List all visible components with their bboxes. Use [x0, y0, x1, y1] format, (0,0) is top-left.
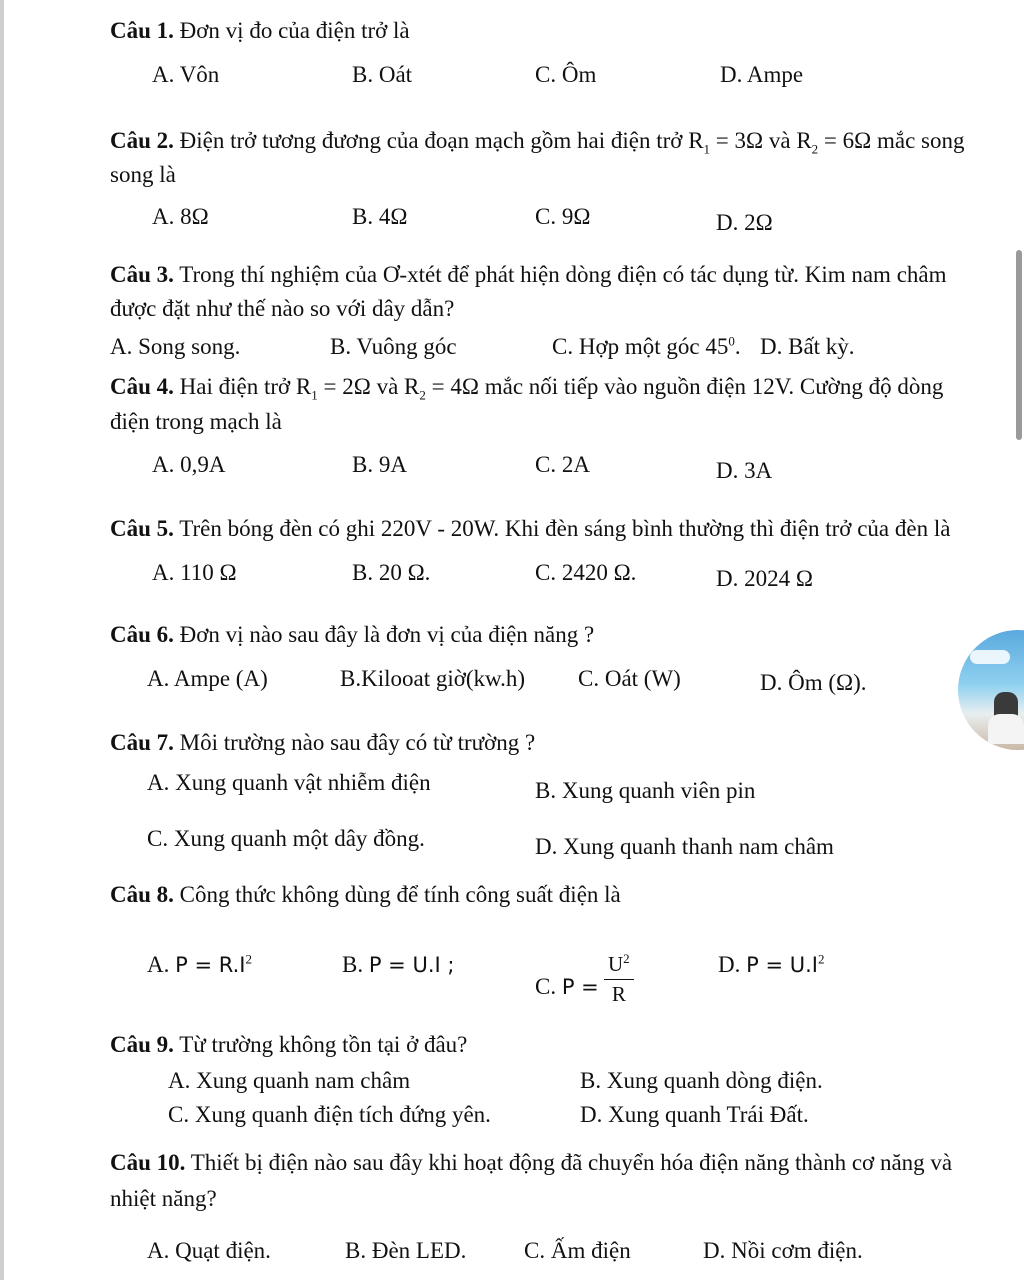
- question-label: Câu 9.: [110, 1032, 174, 1057]
- question-10-line-2: nhiệt năng?: [110, 1186, 217, 1211]
- q9-option-d: D. Xung quanh Trái Đất.: [580, 1102, 809, 1127]
- question-label: Câu 4.: [110, 374, 174, 399]
- q3-option-d: D. Bất kỳ.: [760, 334, 855, 359]
- q10-option-a: A. Quạt điện.: [147, 1238, 271, 1263]
- q9-option-c: C. Xung quanh điện tích đứng yên.: [168, 1102, 491, 1127]
- q6-option-b: B.Kilooat giờ(kw.h): [340, 666, 526, 691]
- q10-option-d: D. Nồi cơm điện.: [703, 1238, 863, 1263]
- q8-option-d: D. $P = U.I^2$: [718, 951, 825, 977]
- q5-option-d: D. 2024 Ω: [716, 566, 813, 591]
- question-label: Câu 6.: [110, 622, 174, 647]
- question-2-line-2: song là: [110, 162, 176, 187]
- question-8: Câu 8. Công thức không dùng để tính công suất điện là: [110, 882, 621, 907]
- q4-option-a: A. 0,9A: [152, 452, 226, 477]
- q6-option-c: C. Oát (W): [578, 666, 681, 691]
- avatar-cloud: [970, 650, 1010, 664]
- question-10: Câu 10. Thiết bị điện nào sau đây khi hoạt động đã chuyển hóa điện năng thành cơ năng và: [110, 1150, 953, 1175]
- q1-option-c: C. Ôm: [535, 62, 597, 87]
- q7-option-d: D. Xung quanh thanh nam châm: [535, 834, 834, 859]
- q1-option-b: B. Oát: [352, 62, 413, 87]
- question-stem: Đơn vị đo của điện trở là: [173, 18, 410, 43]
- question-label: Câu 5.: [110, 516, 174, 541]
- q5-option-c: C. 2420 Ω.: [535, 560, 637, 585]
- q6-option-d: D. Ôm (Ω).: [760, 670, 867, 695]
- question-label: Câu 2.: [110, 128, 174, 153]
- question-4: Câu 4. Hai điện trở $R_1 = 2\Omega$ và $R_2 = 4\Omega$ mắc nối tiếp vào nguồn điện 12V. Cường độ dòng: [110, 374, 944, 403]
- q8-option-c-fraction: [604, 952, 634, 1007]
- q2-option-c: C. 9Ω: [535, 204, 591, 229]
- question-5: Câu 5. Trên bóng đèn có ghi 220V - 20W. Khi đèn sáng bình thường thì điện trở của đèn là: [110, 516, 951, 541]
- q7-option-b: B. Xung quanh viên pin: [535, 778, 756, 803]
- fraction-numerator: $U^2$: [604, 952, 634, 980]
- window-left-edge: [0, 0, 4, 1280]
- q9-option-b: B. Xung quanh dòng điện.: [580, 1068, 823, 1093]
- vertical-scrollbar[interactable]: [1016, 250, 1022, 440]
- q1-option-a: A. Vôn: [152, 62, 220, 87]
- question-3-line-2: được đặt như thế nào so với dây dẫn?: [110, 296, 455, 321]
- question-label: Câu 8.: [110, 882, 174, 907]
- q8-option-b: B. P = U.I ;: [342, 952, 455, 977]
- question-label: Câu 10.: [110, 1150, 186, 1175]
- fraction-denominator: R: [611, 982, 626, 1006]
- q1-option-d: D. Ampe: [720, 62, 804, 87]
- question-label: Câu 3.: [110, 262, 174, 287]
- question-7: Câu 7. Môi trường nào sau đây có từ trường ?: [110, 730, 536, 755]
- question-label: Câu 7.: [110, 730, 174, 755]
- question-label: Câu 1.: [110, 18, 174, 43]
- q6-option-a: A. Ampe (A): [147, 666, 268, 691]
- q5-option-a: A. 110 Ω: [152, 560, 237, 585]
- q10-option-b: B. Đèn LED.: [345, 1238, 467, 1263]
- q7-option-c: C. Xung quanh một dây đồng.: [147, 826, 425, 851]
- question-2: Câu 2. Điện trở tương đương của đoạn mạch gồm hai điện trở $R_1 = 3\Omega$ và $R_2 = 6\Omega$ mắc song: [110, 128, 965, 157]
- q4-option-b: B. 9A: [352, 452, 407, 477]
- question-3: Câu 3. Trong thí nghiệm của Ơ-xtét để phát hiện dòng điện có tác dụng từ. Kim nam châm: [110, 262, 947, 287]
- question-4-line-2: điện trong mạch là: [110, 409, 282, 434]
- question-9: Câu 9. Từ trường không tồn tại ở đâu?: [110, 1032, 468, 1057]
- q7-option-a: A. Xung quanh vật nhiễm điện: [147, 770, 431, 795]
- avatar-person-shirt: [988, 714, 1024, 744]
- q5-option-b: B. 20 Ω.: [352, 560, 431, 585]
- q3-option-b: B. Vuông góc: [330, 334, 457, 359]
- question-1: [110, 18, 410, 44]
- q2-option-d: D. 2Ω: [716, 210, 773, 235]
- q3-option-a: A. Song song.: [110, 334, 241, 359]
- q9-option-a: A. Xung quanh nam châm: [168, 1068, 411, 1093]
- q8-option-c: C. P =: [535, 974, 599, 999]
- question-6: Câu 6. Đơn vị nào sau đây là đơn vị của điện năng ?: [110, 622, 595, 647]
- floating-avatar[interactable]: [958, 630, 1024, 750]
- q10-option-c: C. Ấm điện: [524, 1238, 631, 1263]
- q4-option-d: D. 3A: [716, 458, 773, 483]
- q8-option-a: A. $P = R.I^2$: [147, 951, 252, 977]
- q2-option-a: A. 8Ω: [152, 204, 209, 229]
- q3-option-c: C. Hợp một góc $45^0$.: [552, 333, 741, 359]
- q4-option-c: C. 2A: [535, 452, 590, 477]
- q2-option-b: B. 4Ω: [352, 204, 408, 229]
